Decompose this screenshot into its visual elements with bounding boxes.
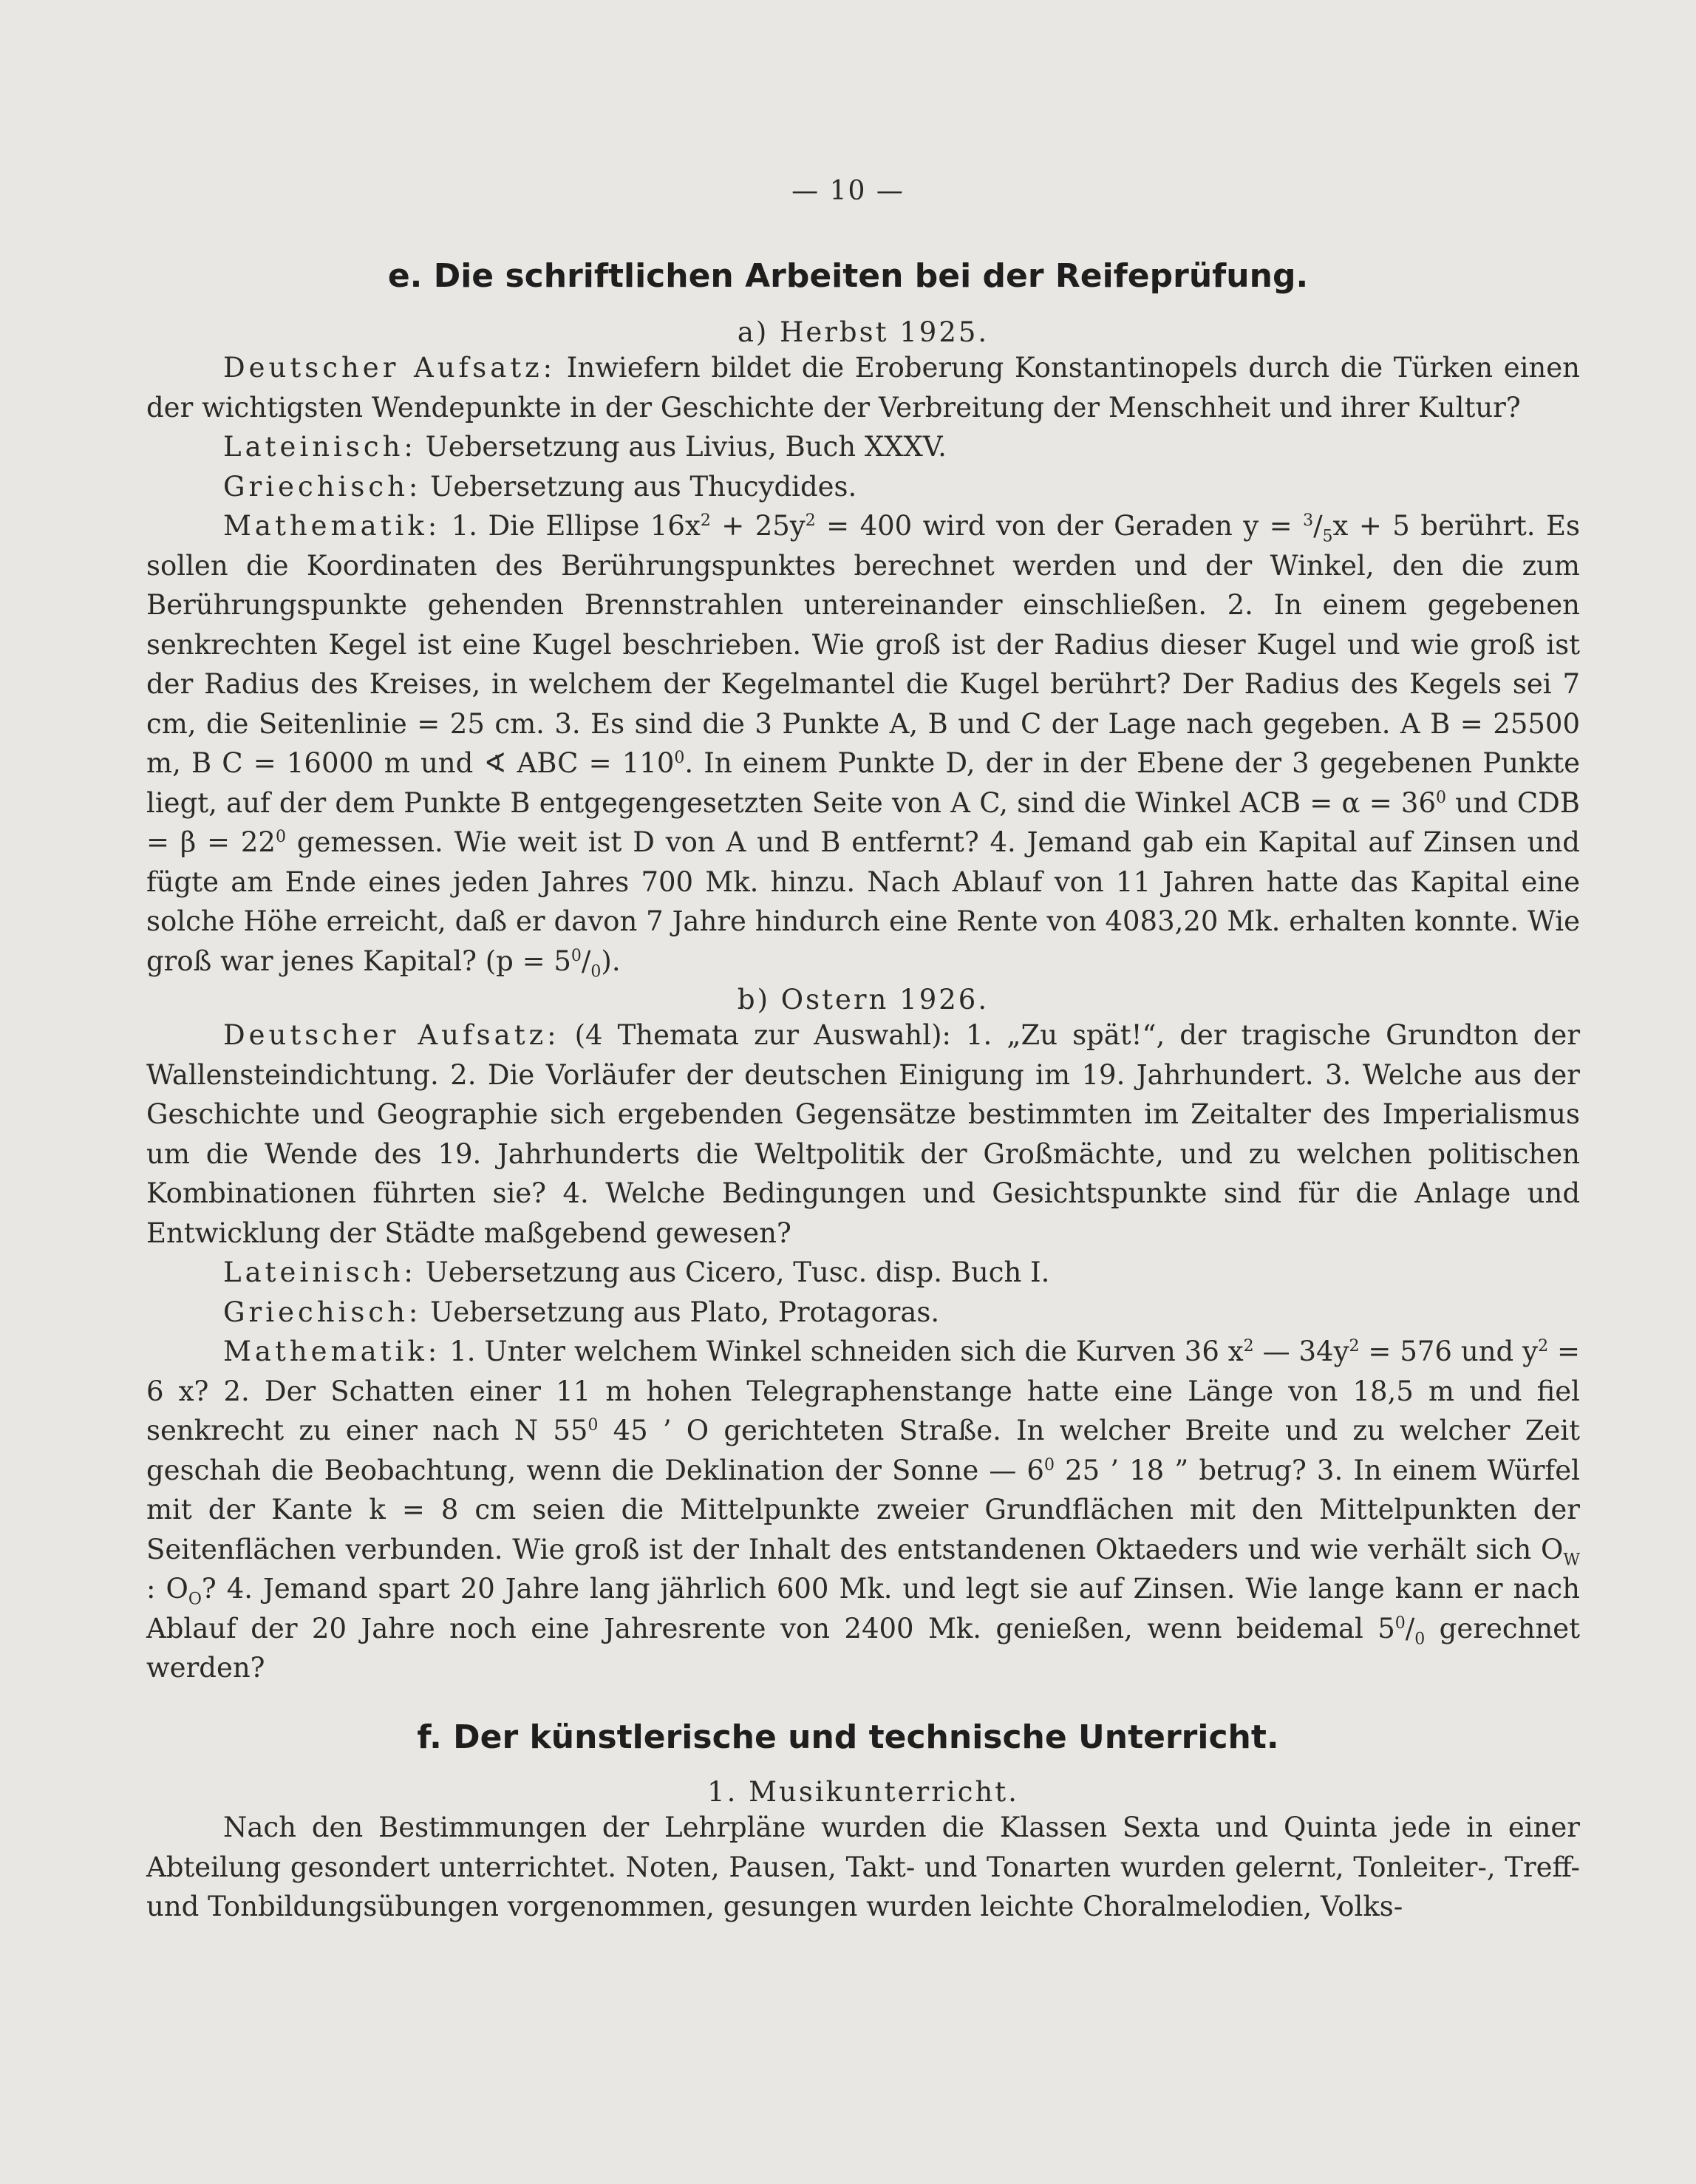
music-block	[146, 1776, 1580, 1927]
easter-subheading: b) Ostern 1926.	[737, 984, 990, 1016]
autumn-latin	[146, 427, 1580, 467]
easter-math-text: 1. Unter welchem Winkel schneiden sich die Kurven 36 $x^2$ — $34y^2 = 576$ und $y^2 = 6$ x? 2. Der Schatten einer 11 m hohen Telegraphenstange hatte eine Länge von 18,5 m und fiel senkrecht zu einer nach N $55^0$ 45 ’ O gerichteten Straße. In welcher Breite und zu welcher Zeit geschah die Beobachtung, wenn die Deklination der Sonne — $6^0$ 25 ’ 18 ” betrug? 3. In einem Würfel mit der Kante k = 8 cm seien die Mittelpunkte zweier Grundflächen mit den Mittelpunkten der Seitenflächen verbunden. Wie groß ist der Inhalt des entstandenen Oktaeders und wie verhält sich $O_W$ : $O_O$? 4. Jemand spart 20 Jahre lang jährlich 600 Mk. und legt sie auf Zinsen. Wie lange kann er nach Ablauf der 20 Jahre noch eine Jahresrente von 2400 Mk. genießen, wenn beidemal $5^0/_0$ gerechnet werden?	[146, 1336, 1581, 1684]
easter-math-label: Mathematik:	[223, 1336, 441, 1367]
page-number: — 10 —	[791, 176, 905, 206]
autumn-math-label: Mathematik:	[223, 510, 441, 542]
easter-greek	[146, 1293, 1580, 1333]
easter-german-essay	[146, 1016, 1580, 1253]
easter-german-text: (4 Themata zur Auswahl): 1. „Zu spät!“, der tragische Grundton der Wallensteindichtung. 2. Die Vorläufer der deutschen Einigung im 19. Jahrhundert. 3. Welche aus der Geschichte und Geographie sich ergebenden Gegensätze bestimmten im Zeitalter des Imperialismus um die Wende des 19. Jahrhunderts die Weltpolitik der Großmächte, und zu welchen politischen Kombinationen führten sie? 4. Welche Bedingungen und Gesichtspunkte sind für die Anlage und Entwicklung der Städte maßgebend gewesen?	[146, 1019, 1581, 1249]
autumn-1925-block	[146, 316, 1580, 1688]
section-f-heading: f. Der künstlerische und technische Unterricht.	[417, 1718, 1279, 1756]
easter-greek-text: Uebersetzung aus Plato, Protagoras.	[430, 1296, 940, 1328]
autumn-greek	[146, 467, 1580, 507]
easter-math	[146, 1332, 1580, 1688]
easter-german-label: Deutscher Aufsatz:	[223, 1019, 560, 1051]
music-subheading: 1. Musikunterricht.	[707, 1776, 1019, 1808]
easter-latin-label: Lateinisch:	[223, 1256, 417, 1288]
autumn-latin-label: Lateinisch:	[223, 431, 417, 463]
easter-greek-label: Griechisch:	[223, 1296, 422, 1328]
autumn-math-text: 1. Die Ellipse $16x^2 + 25y^2 = 400$ wird von der Geraden $y = ^3/_5x + 5$ berührt. Es sollen die Koordinaten des Berührungspunktes berechnet werden und der Winkel, den die zum Berührungspunkte gehenden Brennstrahlen untereinander einschließen. 2. In einem gegebenen senkrechten Kegel ist eine Kugel beschrieben. Wie groß ist der Radius dieser Kugel und wie groß ist der Radius des Kreises, in welchem der Kegelmantel die Kugel berührt? Der Radius des Kegels sei 7 cm, die Seitenlinie = 25 cm. 3. Es sind die 3 Punkte A, B und C der Lage nach gegeben. A B = 25500 m, B C = 16000 m und ∢ ABC = $110^0$. In einem Punkte D, der in der Ebene der 3 gegebenen Punkte liegt, auf der dem Punkte B entgegengesetzten Seite von A C, sind die Winkel ACB = $\alpha = 36^0$ und CDB = $\beta = 22^0$ gemessen. Wie weit ist D von A und B entfernt? 4. Jemand gab ein Kapital auf Zinsen und fügte am Ende eines jeden Jahres 700 Mk. hinzu. Nach Ablauf von 11 Jahren hatte das Kapital eine solche Höhe erreicht, daß er davon 7 Jahre hindurch eine Rente von 4083,20 Mk. erhalten konnte. Wie groß war jenes Kapital? $(p = 5^0/_0)$.	[146, 510, 1580, 981]
easter-latin-text: Uebersetzung aus Cicero, Tusc. disp. Buch I.	[425, 1256, 1050, 1288]
autumn-latin-text: Uebersetzung aus Livius, Buch XXXV.	[425, 431, 947, 463]
easter-latin	[146, 1253, 1580, 1293]
autumn-german-essay	[146, 348, 1580, 427]
autumn-greek-label: Griechisch:	[223, 470, 422, 503]
autumn-math	[146, 506, 1580, 981]
autumn-subheading: a) Herbst 1925.	[737, 316, 990, 348]
autumn-german-label: Deutscher Aufsatz:	[223, 352, 556, 384]
autumn-greek-text: Uebersetzung aus Thucydides.	[430, 470, 857, 503]
section-e-heading: e. Die schriftlichen Arbeiten bei der Reifeprüfung.	[387, 257, 1309, 295]
music-text: Nach den Bestimmungen der Lehrpläne wurden die Klassen Sexta und Quinta jede in einer Abteilung gesondert unterrichtet. Noten, Pausen, Takt- und Tonarten wurden gelernt, Tonleiter-, Treff- und Tonbildungsübungen vorgenommen, gesungen wurden leichte Choralmelodien, Volks-	[146, 1812, 1580, 1922]
autumn-german-text: Inwiefern bildet die Eroberung Konstantinopels durch die Türken einen der wichtigsten Wendepunkte in der Geschichte der Verbreitung der Menschheit und ihrer Kultur?	[146, 352, 1580, 423]
